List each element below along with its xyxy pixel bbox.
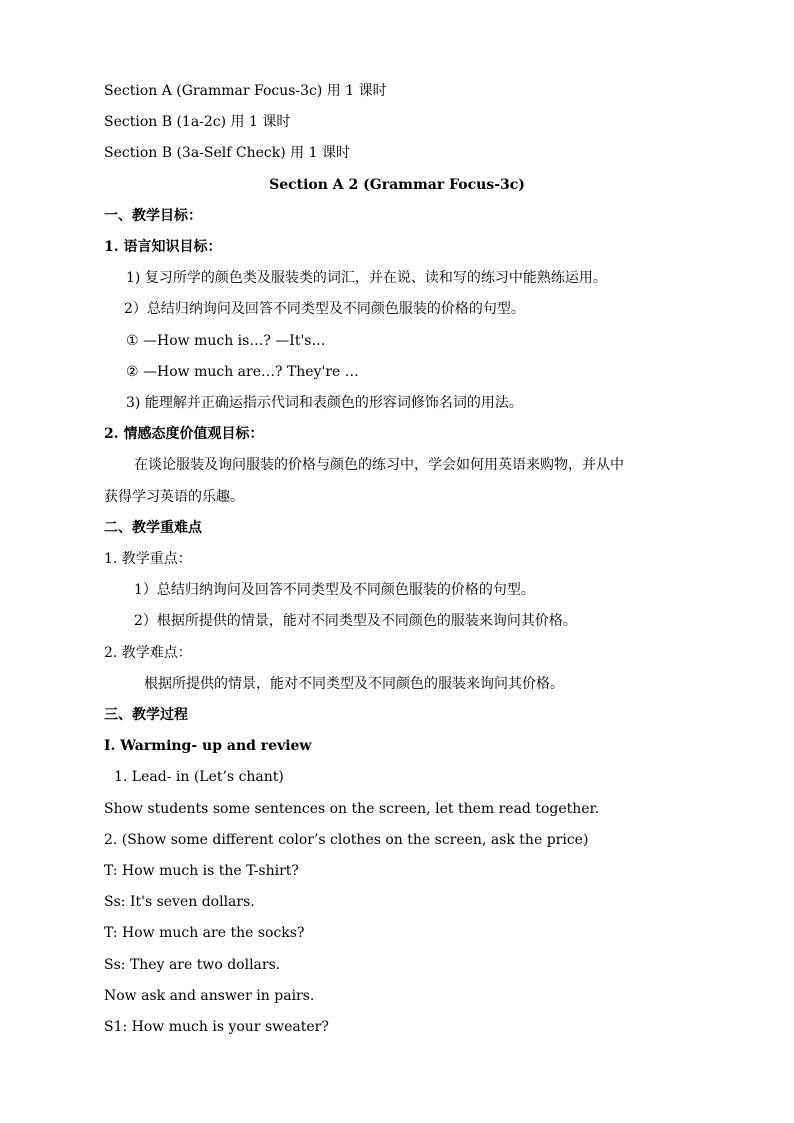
- heading-teaching-process: 三、教学过程: [104, 707, 188, 723]
- dialogue-line-6: S1: How much is your sweater?: [104, 1019, 329, 1035]
- schedule-line-3: Section B (3a-Self Check) 用 1 课时: [104, 145, 350, 161]
- subheading-difficulties: 2. 教学难点：: [104, 645, 192, 661]
- step-lead-in: 1. Lead- in (Let’s chant): [114, 769, 284, 785]
- schedule-line-1: Section A (Grammar Focus-3c) 用 1 课时: [104, 83, 387, 99]
- heading-teaching-goals: 一、教学目标：: [104, 208, 202, 224]
- key-point-1: 1）总结归纳询问及回答不同类型及不同颜色服装的价格的句型。: [134, 582, 535, 598]
- heading-key-points: 二、教学重难点: [104, 520, 202, 536]
- heading-emotion-goals: 2. 情感态度价值观目标：: [104, 426, 264, 442]
- key-point-2: 2）根据所提供的情景，能对不同类型及不同颜色的服装来询问其价格。: [134, 613, 577, 629]
- process-line-2: 2. (Show some different color’s clothes on the screen, ask the price): [104, 832, 589, 848]
- sentence-pattern-1: ① —How much is…? —It's…: [126, 333, 326, 349]
- sentence-pattern-2: ② —How much are…? They're …: [126, 364, 359, 380]
- dialogue-line-2: Ss: It's seven dollars.: [104, 894, 255, 910]
- dialogue-line-3: T: How much are the socks?: [104, 925, 305, 941]
- paragraph-emotion-line-2: 获得学习英语的乐趣。: [104, 489, 244, 505]
- difficulty-text: 根据所提供的情景，能对不同类型及不同颜色的服装来询问其价格。: [144, 676, 564, 692]
- paragraph-emotion-line-1: 在谈论服装及询问服装的价格与颜色的练习中，学会如何用英语来购物，并从中: [134, 457, 624, 473]
- process-line-1: Show students some sentences on the screen, let them read together.: [104, 801, 600, 817]
- goal-item-1: 1) 复习所学的颜色类及服装类的词汇，并在说、读和写的练习中能熟练运用。: [126, 270, 607, 286]
- dialogue-line-1: T: How much is the T-shirt?: [104, 863, 299, 879]
- goal-item-3: 3) 能理解并正确运指示代词和表颜色的形容词修饰名词的用法。: [126, 395, 523, 411]
- dialogue-line-5: Now ask and answer in pairs.: [104, 988, 315, 1004]
- schedule-line-2: Section B (1a-2c) 用 1 课时: [104, 114, 291, 130]
- heading-language-goals: 1. 语言知识目标：: [104, 239, 222, 255]
- goal-item-2: 2）总结归纳询问及回答不同类型及不同颜色服装的价格的句型。: [124, 301, 525, 317]
- step-warming-up: Ⅰ. Warming- up and review: [104, 738, 312, 754]
- section-title: Section A 2 (Grammar Focus-3c): [269, 177, 525, 193]
- dialogue-line-4: Ss: They are two dollars.: [104, 957, 281, 973]
- subheading-key-points: 1. 教学重点：: [104, 551, 192, 567]
